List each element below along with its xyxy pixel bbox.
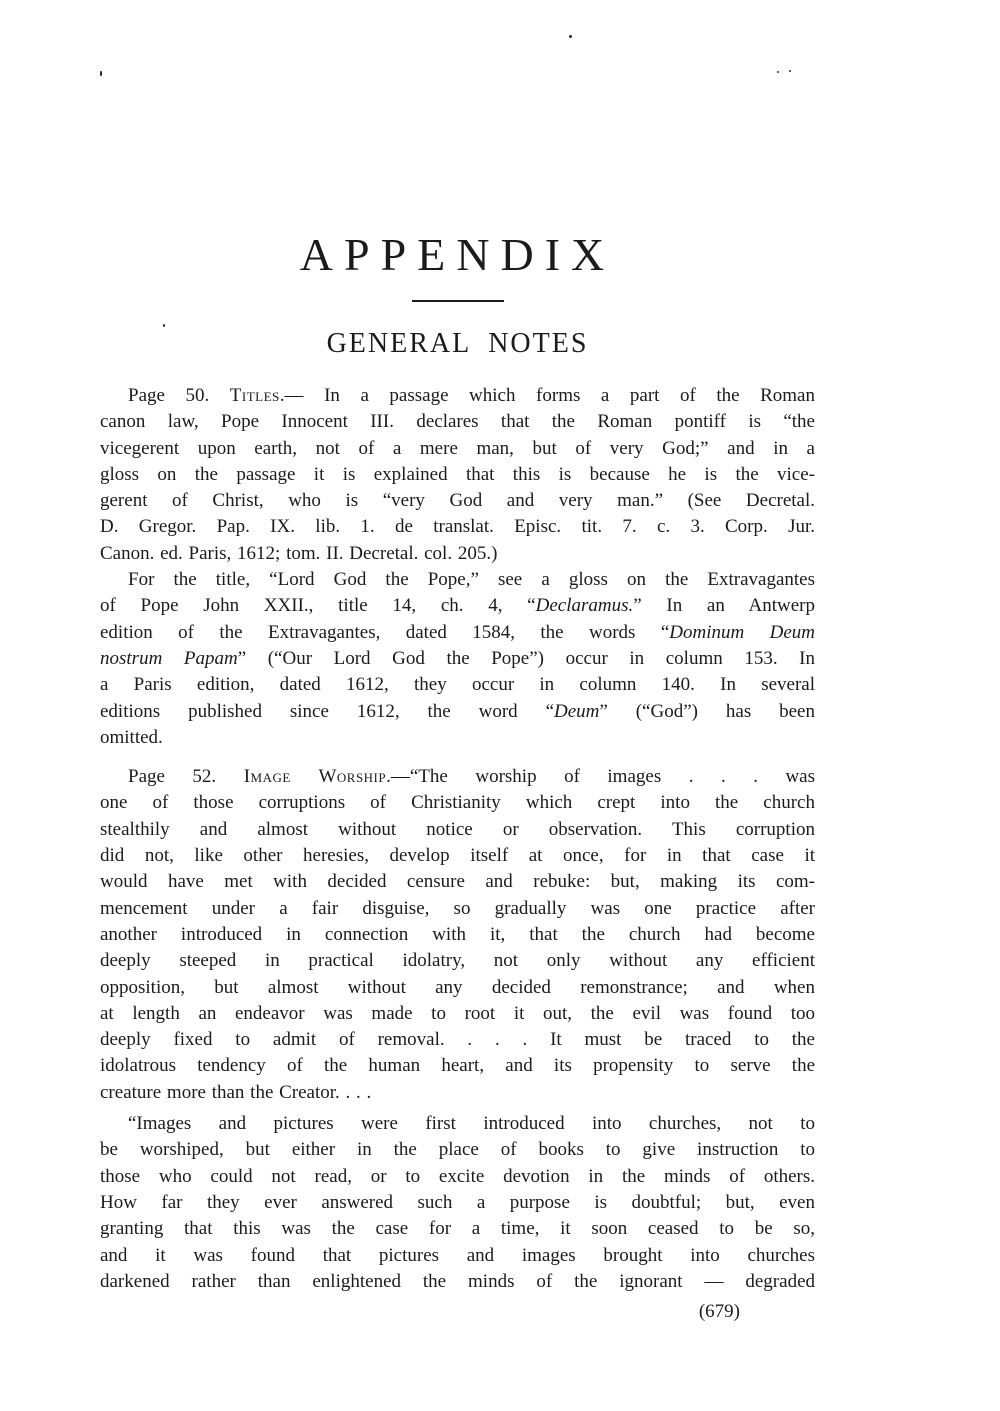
- text-segment: and it was found that pictures and images brought into churches: [100, 1244, 815, 1266]
- text-line: [100, 1027, 815, 1053]
- text-segment: ” (“Our Lord God the Pope”) occur in column 153. In: [237, 647, 815, 669]
- text-segment: Page 50.: [128, 385, 230, 406]
- text-line: [100, 869, 815, 895]
- text-line: [100, 1001, 815, 1027]
- text-line: [100, 1080, 815, 1106]
- text-line: [100, 1243, 815, 1269]
- italic-term: nostrum Papam: [100, 647, 238, 669]
- text-segment: .— In a passage which forms a part of the Roman: [279, 385, 815, 406]
- text-line: [100, 1190, 815, 1216]
- text-segment: of Pope John XXII., title 14, ch. 4, “: [100, 595, 536, 617]
- text-segment: Canon. ed. Paris, 1612; tom. II. Decretal. col. 205.): [100, 542, 498, 564]
- text-line: [100, 896, 815, 922]
- paragraph: [100, 567, 815, 751]
- text-segment: vicegerent upon earth, not of a mere man, but of very God;” and in a: [100, 437, 815, 459]
- text-segment: idolatrous tendency of the human heart, and its propensity to serve the: [100, 1055, 815, 1077]
- text-line: [100, 948, 815, 974]
- text-line: [100, 817, 815, 843]
- text-segment: gloss on the passage it is explained that this is because he is the vice-: [100, 463, 815, 485]
- text-line: [100, 922, 815, 948]
- text-line: [100, 488, 815, 514]
- page-column: [100, 0, 815, 1325]
- text-segment: omitted.: [100, 726, 163, 748]
- text-segment: editions published since 1612, the word “: [100, 700, 554, 722]
- text-line: [100, 725, 815, 751]
- text-line: [100, 436, 815, 462]
- text-line: [100, 567, 815, 593]
- text-segment: deeply steeped in practical idolatry, not only without any efficient: [100, 950, 815, 972]
- text-line: [100, 514, 815, 540]
- text-line: [100, 620, 815, 646]
- body-text: [100, 383, 815, 1295]
- text-segment: ” In an Antwerp: [633, 595, 815, 617]
- text-line: [100, 1053, 815, 1079]
- page-number: (679): [698, 1301, 740, 1323]
- italic-term: Declaramus.: [535, 595, 634, 617]
- text-segment: one of those corruptions of Christianity which crept into the church: [100, 792, 815, 814]
- text-segment: “Images and pictures were first introduced into churches, not to: [128, 1113, 815, 1135]
- text-line: [100, 843, 815, 869]
- italic-term: Dominum Deum: [669, 621, 815, 643]
- text-segment: another introduced in connection with it, that the church had become: [100, 923, 815, 945]
- text-line: [100, 593, 815, 619]
- text-segment: gerent of Christ, who is “very God and very man.” (See Decretal.: [100, 490, 815, 512]
- small-caps-term: Titles: [229, 385, 280, 406]
- text-segment: darkened rather than enlightened the minds of the ignorant — degraded: [100, 1270, 815, 1292]
- small-caps-term: Image Worship: [243, 766, 387, 788]
- paragraph: [100, 764, 815, 1106]
- text-segment: D. Gregor. Pap. IX. lib. 1. de translat. Episc. tit. 7. c. 3. Corp. Jur.: [100, 516, 815, 538]
- text-segment: edition of the Extravagantes, dated 1584, the words “: [100, 621, 670, 643]
- text-segment: ” (“God”) has been: [599, 700, 815, 722]
- text-segment: mencement under a fair disguise, so gradually was one practice after: [100, 897, 815, 919]
- text-segment: granting that this was the case for a time, it soon ceased to be so,: [100, 1218, 815, 1240]
- page-title: APPENDIX: [299, 229, 616, 280]
- text-segment: stealthily and almost without notice or observation. This corruption: [100, 818, 815, 840]
- text-line: [100, 1164, 815, 1190]
- text-line: [100, 672, 815, 698]
- page-subtitle: GENERAL NOTES: [326, 328, 589, 359]
- paragraph: [100, 383, 815, 567]
- text-line: [100, 975, 815, 1001]
- paragraph: [100, 1111, 815, 1295]
- text-segment: a Paris edition, dated 1612, they occur in column 140. In several: [100, 674, 815, 696]
- text-line: [100, 1111, 815, 1137]
- text-line: [100, 462, 815, 488]
- text-line: [100, 541, 815, 567]
- text-segment: .—“The worship of images . . . was: [386, 766, 816, 788]
- text-segment: at length an endeavor was made to root it out, the evil was found too: [100, 1002, 815, 1024]
- text-line: [100, 764, 815, 790]
- text-line: [100, 409, 815, 435]
- title-divider-rule: [412, 300, 504, 302]
- text-segment: those who could not read, or to excite devotion in the minds of others.: [100, 1165, 815, 1187]
- text-segment: Page 52.: [128, 766, 244, 788]
- text-segment: opposition, but almost without any decided remonstrance; and when: [100, 976, 815, 998]
- text-line: [100, 1216, 815, 1242]
- text-segment: would have met with decided censure and rebuke: but, making its com-: [100, 871, 815, 893]
- text-line: [100, 383, 815, 409]
- text-line: [100, 699, 815, 725]
- text-segment: How far they ever answered such a purpose is doubtful; but, even: [100, 1191, 815, 1213]
- italic-term: Deum: [554, 700, 600, 722]
- text-segment: creature more than the Creator. . . .: [100, 1081, 372, 1103]
- text-line: [100, 790, 815, 816]
- text-segment: deeply fixed to admit of removal. . . . It must be traced to the: [100, 1029, 815, 1051]
- text-line: [100, 1137, 815, 1163]
- text-line: [100, 1269, 815, 1295]
- text-segment: For the title, “Lord God the Pope,” see a gloss on the Extravagantes: [128, 569, 815, 591]
- text-segment: canon law, Pope Innocent III. declares that the Roman pontiff is “the: [100, 411, 815, 433]
- text-segment: did not, like other heresies, develop itself at once, for in that case it: [100, 845, 815, 867]
- text-segment: be worshiped, but either in the place of books to give instruction to: [100, 1139, 815, 1161]
- text-line: [100, 646, 815, 672]
